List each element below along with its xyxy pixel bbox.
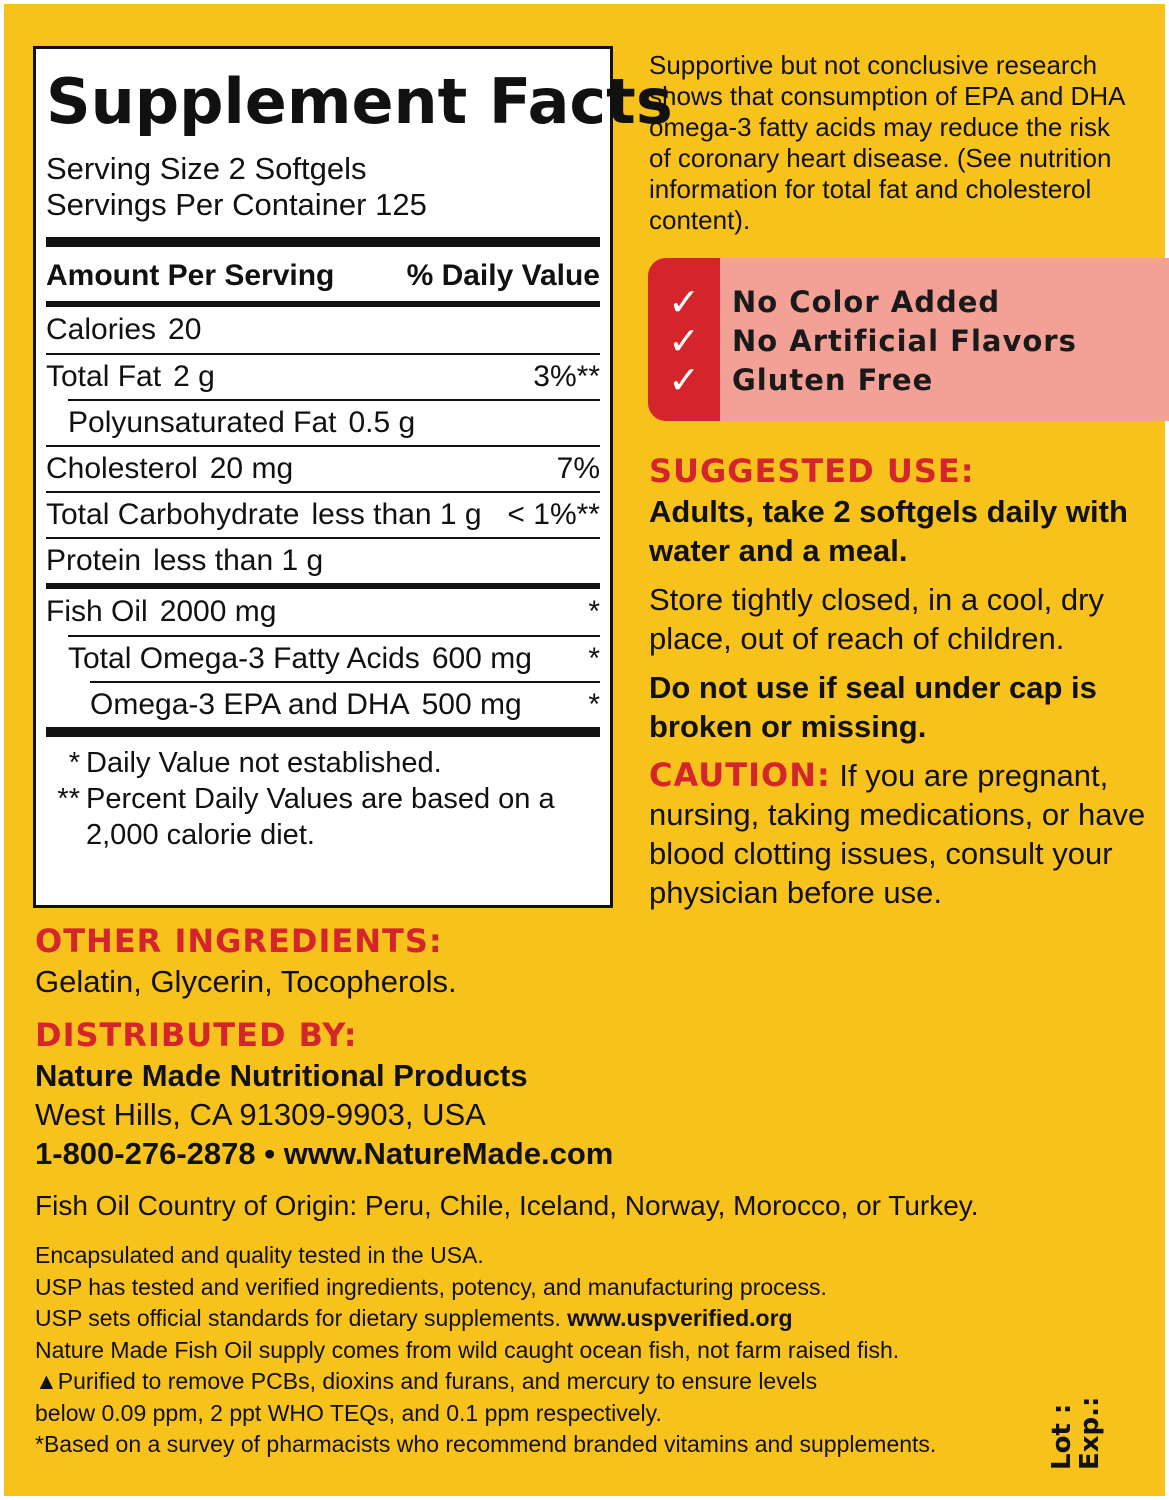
seal-warning: Do not use if seal under cap is broken or missing. bbox=[649, 670, 1097, 744]
nutrient-dv: * bbox=[588, 595, 600, 628]
nutrient-dv: * bbox=[588, 688, 600, 721]
other-ingredients-heading: OTHER INGREDIENTS: bbox=[35, 922, 443, 960]
nutrient-dv: < 1%** bbox=[507, 498, 600, 531]
distributor-contact bbox=[35, 1134, 613, 1173]
nutrient-name: Polyunsaturated Fat bbox=[68, 406, 337, 439]
check-icon: ✓ bbox=[668, 319, 700, 363]
check-label: Gluten Free bbox=[732, 363, 934, 397]
nutrient-amount: less than 1 g bbox=[153, 544, 324, 577]
nutrient-name: Total Fat bbox=[46, 360, 162, 393]
caution-block bbox=[649, 756, 1149, 912]
nutrient-dv: 7% bbox=[556, 452, 600, 485]
nutrient-amount: 2000 mg bbox=[159, 595, 277, 628]
nutrient-dv: 3%** bbox=[533, 360, 600, 393]
nutrient-row-total-omega-3 bbox=[68, 635, 600, 681]
fine-print bbox=[35, 1240, 935, 1461]
lot-exp-stamp bbox=[1048, 1397, 1104, 1470]
nutrient-row-calories bbox=[46, 307, 600, 353]
fine-print-line bbox=[35, 1303, 935, 1335]
other-ingredients-text: Gelatin, Glycerin, Tocopherols. bbox=[35, 964, 457, 999]
footnote bbox=[46, 781, 600, 853]
fine-print-line: ▲Purified to remove PCBs, dioxins and furans, and mercury to ensure levels bbox=[35, 1368, 818, 1394]
footnote-text: Daily Value not established. bbox=[86, 747, 442, 779]
nutrient-row-cholesterol bbox=[46, 445, 600, 491]
usp-website: www.uspverified.org bbox=[567, 1305, 793, 1331]
check-item bbox=[648, 321, 1077, 361]
free-from-panel bbox=[648, 258, 1169, 421]
website-link: www.NatureMade.com bbox=[283, 1136, 614, 1171]
nutrient-name: Fish Oil bbox=[46, 595, 148, 628]
health-claim: Supportive but not conclusive research shows that consumption of EPA and DHA omega-3 fatty acids may reduce the risk of coronary heart disease. (See nutrition information for total fat and cholesterol content). bbox=[649, 50, 1125, 235]
storage-text: Store tightly closed, in a cool, dry place, out of reach of children. bbox=[649, 582, 1104, 656]
nutrient-name: Total Omega-3 Fatty Acids bbox=[68, 642, 420, 675]
daily-value-header: % Daily Value bbox=[406, 259, 600, 292]
serving-size: Serving Size 2 Softgels bbox=[46, 151, 367, 186]
serving-info bbox=[46, 151, 600, 223]
nutrient-name: Calories bbox=[46, 313, 157, 346]
caution-heading: CAUTION: bbox=[649, 756, 831, 794]
nutrient-amount: less than 1 g bbox=[311, 498, 482, 531]
nutrient-name: Protein bbox=[46, 544, 142, 577]
facts-header-row bbox=[46, 247, 600, 301]
nutrient-dv: * bbox=[588, 642, 600, 675]
fine-print-line: below 0.09 ppm, 2 ppt WHO TEQs, and 0.1 ppm respectively. bbox=[35, 1399, 662, 1426]
fine-print-line: *Based on a survey of pharmacists who recommend branded vitamins and supplements. bbox=[35, 1431, 937, 1457]
nutrient-amount: 20 mg bbox=[209, 452, 294, 485]
country-of-origin: Fish Oil Country of Origin: Peru, Chile, Iceland, Norway, Morocco, or Turkey. bbox=[35, 1190, 979, 1221]
thick-divider bbox=[46, 727, 600, 737]
nutrient-row-protein bbox=[46, 537, 600, 583]
check-label: No Artificial Flavors bbox=[732, 324, 1077, 358]
check-icon: ✓ bbox=[668, 358, 700, 402]
nutrient-amount: 500 mg bbox=[421, 688, 522, 721]
nutrient-row-total-carbohydrate bbox=[46, 491, 600, 537]
check-item bbox=[648, 282, 1000, 322]
nutrient-amount: 2 g bbox=[173, 360, 215, 393]
bullet-separator: • bbox=[264, 1136, 276, 1171]
check-label: No Color Added bbox=[732, 285, 1001, 319]
footnote bbox=[46, 745, 600, 781]
lot-label: Lot : bbox=[1047, 1403, 1077, 1470]
facts-title: Supplement Facts bbox=[46, 65, 673, 138]
caution-text: If you are pregnant, nursing, taking medications, or have blood clotting issues, consult your physician before use. bbox=[649, 758, 1146, 910]
supplement-facts-panel bbox=[33, 46, 673, 908]
nutrient-amount: 20 bbox=[168, 313, 202, 346]
nutrient-row-polyunsaturated-fat bbox=[68, 399, 600, 445]
footnote-mark: ** bbox=[57, 783, 80, 815]
fine-print-text: USP sets official standards for dietary supplements. bbox=[35, 1305, 561, 1331]
check-item bbox=[648, 360, 933, 400]
facts-footnotes bbox=[46, 737, 600, 853]
suggested-use-text: Adults, take 2 softgels daily with water and a meal. bbox=[649, 494, 1128, 568]
distributor-name: Nature Made Nutritional Products bbox=[35, 1058, 528, 1093]
fine-print-line: USP has tested and verified ingredients, potency, and manufacturing process. bbox=[35, 1273, 827, 1300]
footnote-text: Percent Daily Values are based on a 2,000 calorie diet. bbox=[86, 783, 555, 851]
amount-per-serving-header: Amount Per Serving bbox=[46, 259, 335, 292]
servings-per-container: Servings Per Container 125 bbox=[46, 187, 427, 222]
suggested-use-heading: SUGGESTED USE: bbox=[649, 452, 975, 490]
fine-print-line: Nature Made Fish Oil supply comes from wild caught ocean fish, not farm raised fish. bbox=[35, 1336, 900, 1363]
thick-divider bbox=[46, 237, 600, 247]
check-icon: ✓ bbox=[668, 280, 700, 324]
nutrient-amount: 600 mg bbox=[431, 642, 532, 675]
nutrient-row-fish-oil bbox=[46, 589, 600, 635]
distributed-by-heading: DISTRIBUTED BY: bbox=[35, 1016, 358, 1054]
footnote-mark: * bbox=[68, 747, 80, 779]
distributor-address: West Hills, CA 91309-9903, USA bbox=[35, 1097, 486, 1132]
exp-label: Exp.: bbox=[1075, 1396, 1105, 1470]
nutrient-name: Total Carbohydrate bbox=[46, 498, 300, 531]
fine-print-line: Encapsulated and quality tested in the USA. bbox=[35, 1242, 484, 1268]
nutrient-name: Omega-3 EPA and DHA bbox=[90, 688, 410, 721]
nutrient-name: Cholesterol bbox=[46, 452, 198, 485]
nutrient-row-total-fat bbox=[46, 353, 600, 399]
phone-number: 1-800-276-2878 bbox=[35, 1136, 256, 1171]
nutrient-row-epa-dha bbox=[90, 681, 600, 727]
nutrient-amount: 0.5 g bbox=[348, 406, 416, 439]
